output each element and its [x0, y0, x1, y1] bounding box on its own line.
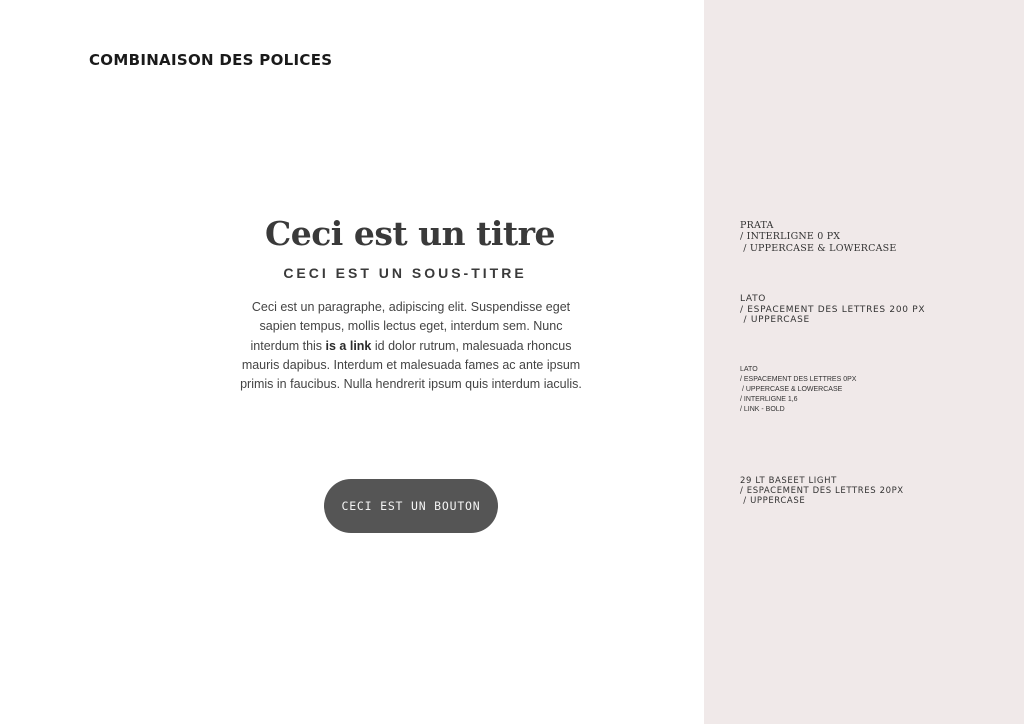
paragraph-text-1: Ceci est un paragraphe, adipiscing elit. Suspendisse eget sapien tempus, mollis lectus eget, interdum sem. Nunc interdum this — [250, 300, 571, 353]
page-title: COMBINAISON DES POLICES — [89, 51, 333, 69]
spec-lato-paragraph — [740, 365, 856, 415]
spec-prata-line: / UPPERCASE & LOWERCASE — [740, 242, 897, 254]
spec-lato-paragraph-line: / ESPACEMENT DES LETTRES 0PX — [740, 376, 857, 383]
spec-prata-line: PRATA — [740, 220, 774, 231]
spec-lato-paragraph-line: / LINK - BOLD — [740, 406, 785, 413]
demo-button[interactable]: CECI EST UN BOUTON — [324, 479, 498, 533]
demo-title: Ceci est un titre — [264, 214, 556, 253]
spec-lato-subtitle-line: / ESPACEMENT DES LETTRES 200 PX — [740, 304, 926, 315]
spec-prata-line: / INTERLIGNE 0 PX — [740, 231, 841, 243]
spec-lato-paragraph-line: / INTERLIGNE 1,6 — [740, 396, 798, 403]
spec-lato-paragraph-line: / UPPERCASE & LOWERCASE — [740, 386, 843, 393]
demo-paragraph — [236, 298, 586, 394]
paragraph-text-2: id dolor rutrum, malesuada rhoncus mauris dapibus. Interdum et malesuada fames ac ante ipsum primis in faucibus. Nulla hendrerit ipsum quis interdum iaculis. — [240, 338, 582, 392]
spec-lato-subtitle — [740, 294, 925, 326]
paragraph-link[interactable]: is a link — [325, 338, 372, 353]
right-panel — [704, 0, 1024, 724]
demo-subtitle: CECI EST UN SOUS-TITRE — [283, 265, 527, 281]
spec-prata — [740, 220, 897, 254]
spec-lato-paragraph-line: LATO — [740, 366, 758, 373]
spec-baseet-line: 29 LT BASEET LIGHT — [740, 476, 837, 486]
spec-baseet-line: / UPPERCASE — [740, 496, 806, 506]
spec-lato-subtitle-line: / UPPERCASE — [740, 315, 810, 325]
spec-baseet — [740, 476, 904, 506]
spec-baseet-line: / ESPACEMENT DES LETTRES 20PX — [740, 486, 904, 496]
spec-lato-subtitle-line: LATO — [740, 294, 767, 304]
